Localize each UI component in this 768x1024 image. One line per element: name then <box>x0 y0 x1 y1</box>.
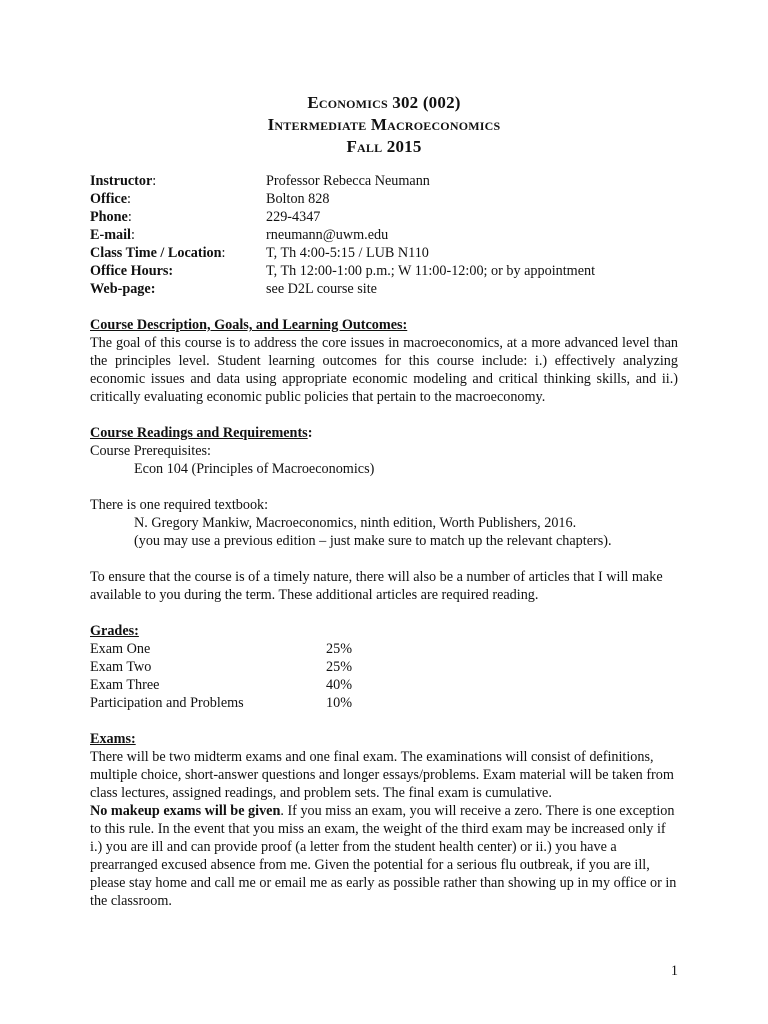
exams-body: There will be two midterm exams and one final exam. The examinations will consist of definitions, multiple choice, short-answer questions and longer essays/problems. Exam material will be taken from class lectures, assigned readings, and problem sets. The final exam is cumulative. <box>90 749 674 801</box>
course-number: Economics 302 (002) <box>307 93 461 112</box>
course-term: Fall 2015 <box>346 137 422 156</box>
info-row-instructor <box>90 172 678 190</box>
info-label: E-mail <box>90 227 131 243</box>
grade-weight: 25% <box>326 659 353 675</box>
info-row-office <box>90 190 678 208</box>
grade-weight: 25% <box>326 641 353 657</box>
grade-name: Exam One <box>90 641 151 657</box>
course-title-block <box>90 92 678 158</box>
heading-colon: : <box>307 425 313 441</box>
info-label-colon: : <box>127 209 132 225</box>
email-value: rneumann@uwm.edu <box>266 227 389 243</box>
grade-row <box>90 694 678 712</box>
readings-section <box>90 424 678 604</box>
grade-weight: 40% <box>326 677 353 693</box>
info-label: Instructor <box>90 173 153 189</box>
section-heading: Course Readings and Requirements <box>90 425 308 441</box>
grade-row <box>90 658 678 676</box>
info-row-office-hours <box>90 262 678 280</box>
info-row-email <box>90 226 678 244</box>
prereq-label: Course Prerequisites: <box>90 443 211 459</box>
grade-name: Exam Two <box>90 659 152 675</box>
info-label-colon: : <box>127 191 131 207</box>
grade-name: Participation and Problems <box>90 695 244 711</box>
description-section <box>90 316 678 406</box>
info-label-colon: : <box>130 227 135 243</box>
info-label-colon: : <box>221 245 226 261</box>
info-label-colon: : <box>152 173 157 189</box>
description-body: The goal of this course is to address the core issues in macroeconomics, at a more advanced level than the principles level. Student learning outcomes for this course include: i.) effectively analyzing economic issues and data using appropriate economic modeling and critical thinking skills, and ii.) critically evaluating economic public policies that pertain to the macroeconomy. <box>90 335 678 405</box>
textbook-note: (you may use a previous edition – just make sure to match up the relevant chapters). <box>134 533 612 549</box>
instructor-info <box>90 172 678 298</box>
grade-row <box>90 676 678 694</box>
makeup-policy-bold: No makeup exams will be given <box>90 803 281 819</box>
info-label: Class Time / Location <box>90 245 222 261</box>
info-value: Bolton 828 <box>266 191 330 207</box>
grade-row <box>90 640 678 658</box>
section-heading: Exams: <box>90 731 136 747</box>
info-label: Office Hours: <box>90 263 174 279</box>
info-value: see D2L course site <box>266 281 377 297</box>
makeup-policy <box>90 802 678 910</box>
makeup-policy-text: . If you miss an exam, you will receive a zero. There is one exception to this rule. In the event that you miss an exam, the weight of the third exam may be increased only if i.) you are ill and can provide proof (a letter from the student health center) or ii.) you have a prearranged excused absence from me. Given the potential for a serious flu outbreak, if you are ill, please stay home and call me or email me as early as possible rather than showing up in my office or in the classroom. <box>90 803 677 909</box>
info-value: T, Th 12:00-1:00 p.m.; W 11:00-12:00; or by appointment <box>266 263 596 279</box>
info-label: Office <box>90 191 128 207</box>
info-row-phone <box>90 208 678 226</box>
section-heading: Course Description, Goals, and Learning Outcomes: <box>90 317 408 333</box>
textbook-intro: There is one required textbook: <box>90 497 269 513</box>
section-heading: Grades: <box>90 623 139 639</box>
info-value: T, Th 4:00-5:15 / LUB N110 <box>266 245 429 261</box>
info-row-class-time <box>90 244 678 262</box>
prereq-course: Econ 104 (Principles of Macroeconomics) <box>134 461 375 477</box>
course-name: Intermediate Macroeconomics <box>267 115 501 134</box>
textbook-citation: N. Gregory Mankiw, Macroeconomics, ninth edition, Worth Publishers, 2016. <box>134 515 577 531</box>
grade-name: Exam Three <box>90 677 160 693</box>
info-label: Web-page: <box>90 281 156 297</box>
grades-section <box>90 622 678 712</box>
info-label: Phone <box>90 209 128 225</box>
info-value: 229-4347 <box>266 209 321 225</box>
grade-weight: 10% <box>326 695 353 711</box>
exams-section <box>90 730 678 910</box>
page-number: 1 <box>670 963 678 979</box>
info-value: Professor Rebecca Neumann <box>266 173 430 189</box>
syllabus-page <box>90 92 678 910</box>
info-row-webpage <box>90 280 678 298</box>
articles-text: To ensure that the course is of a timely nature, there will also be a number of articles that I will make available to you during the term. These additional articles are required reading. <box>90 569 663 603</box>
